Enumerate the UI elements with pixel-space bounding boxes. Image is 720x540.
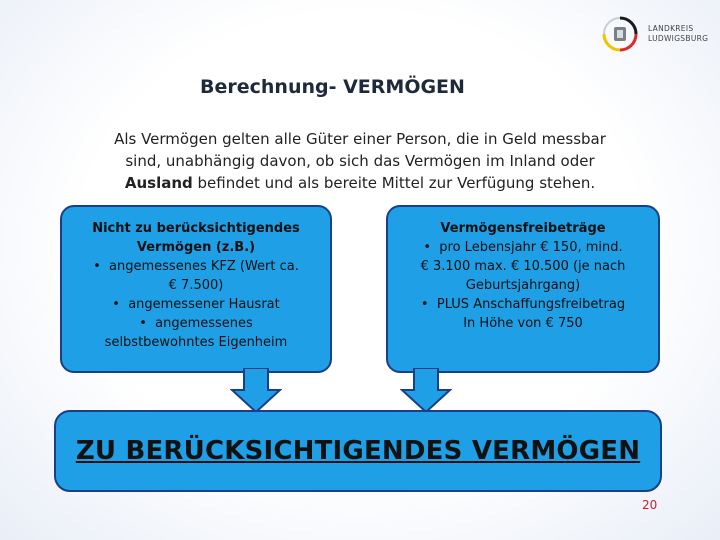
logo-line-1: LANDKREIS (648, 24, 694, 33)
intro-line-1: Als Vermögen gelten alle Güter einer Person, die in Geld messbar (114, 130, 606, 148)
allowance-acquisition: • PLUS Anschaffungsfreibetrag (398, 295, 648, 314)
district-name (648, 24, 708, 44)
intro-paragraph (70, 128, 650, 194)
allowance-per-year: • pro Lebensjahr € 150, mind. (398, 238, 648, 257)
allowance-acquisition-amount: In Höhe von € 750 (463, 316, 583, 331)
allowances-heading: Vermögensfreibeträge (440, 221, 606, 236)
allowance-per-year-cont-2: Geburtsjahrgang) (465, 278, 581, 293)
excluded-item-car-value: € 7.500) (168, 278, 224, 293)
excluded-item-home: • angemessenes (72, 314, 320, 333)
result-text: ZU BERÜCKSICHTIGENDES VERMÖGEN (75, 435, 641, 466)
excluded-assets-box (60, 205, 332, 373)
excluded-item-car: • angemessenes KFZ (Wert ca. (72, 257, 320, 276)
intro-bold-word: Ausland (124, 174, 193, 192)
down-arrow-left-icon (230, 368, 282, 414)
allowance-per-year-cont: € 3.100 max. € 10.500 (je nach (420, 259, 626, 274)
excluded-assets-heading-line-1: Nicht zu berücksichtigendes (92, 221, 300, 236)
district-logo (600, 14, 712, 60)
excluded-assets-heading-line-2: Vermögen (z.B.) (136, 240, 256, 255)
page-title: Berechnung- VERMÖGEN (200, 76, 465, 98)
logo-line-2: LUDWIGSBURG (648, 34, 709, 43)
intro-line-3 (70, 172, 650, 194)
allowances-box (386, 205, 660, 373)
excluded-item-household: • angemessener Hausrat (72, 295, 320, 314)
result-box (54, 410, 662, 492)
intro-line-3-rest: befindet und als bereite Mittel zur Verfügung stehen. (192, 174, 596, 192)
excluded-item-home-cont: selbstbewohntes Eigenheim (104, 335, 288, 350)
page-number: 20 (642, 498, 658, 512)
district-emblem-icon (600, 14, 640, 54)
down-arrow-right-icon (400, 368, 452, 414)
intro-line-2: sind, unabhängig davon, ob sich das Vermögen im Inland oder (125, 152, 595, 170)
